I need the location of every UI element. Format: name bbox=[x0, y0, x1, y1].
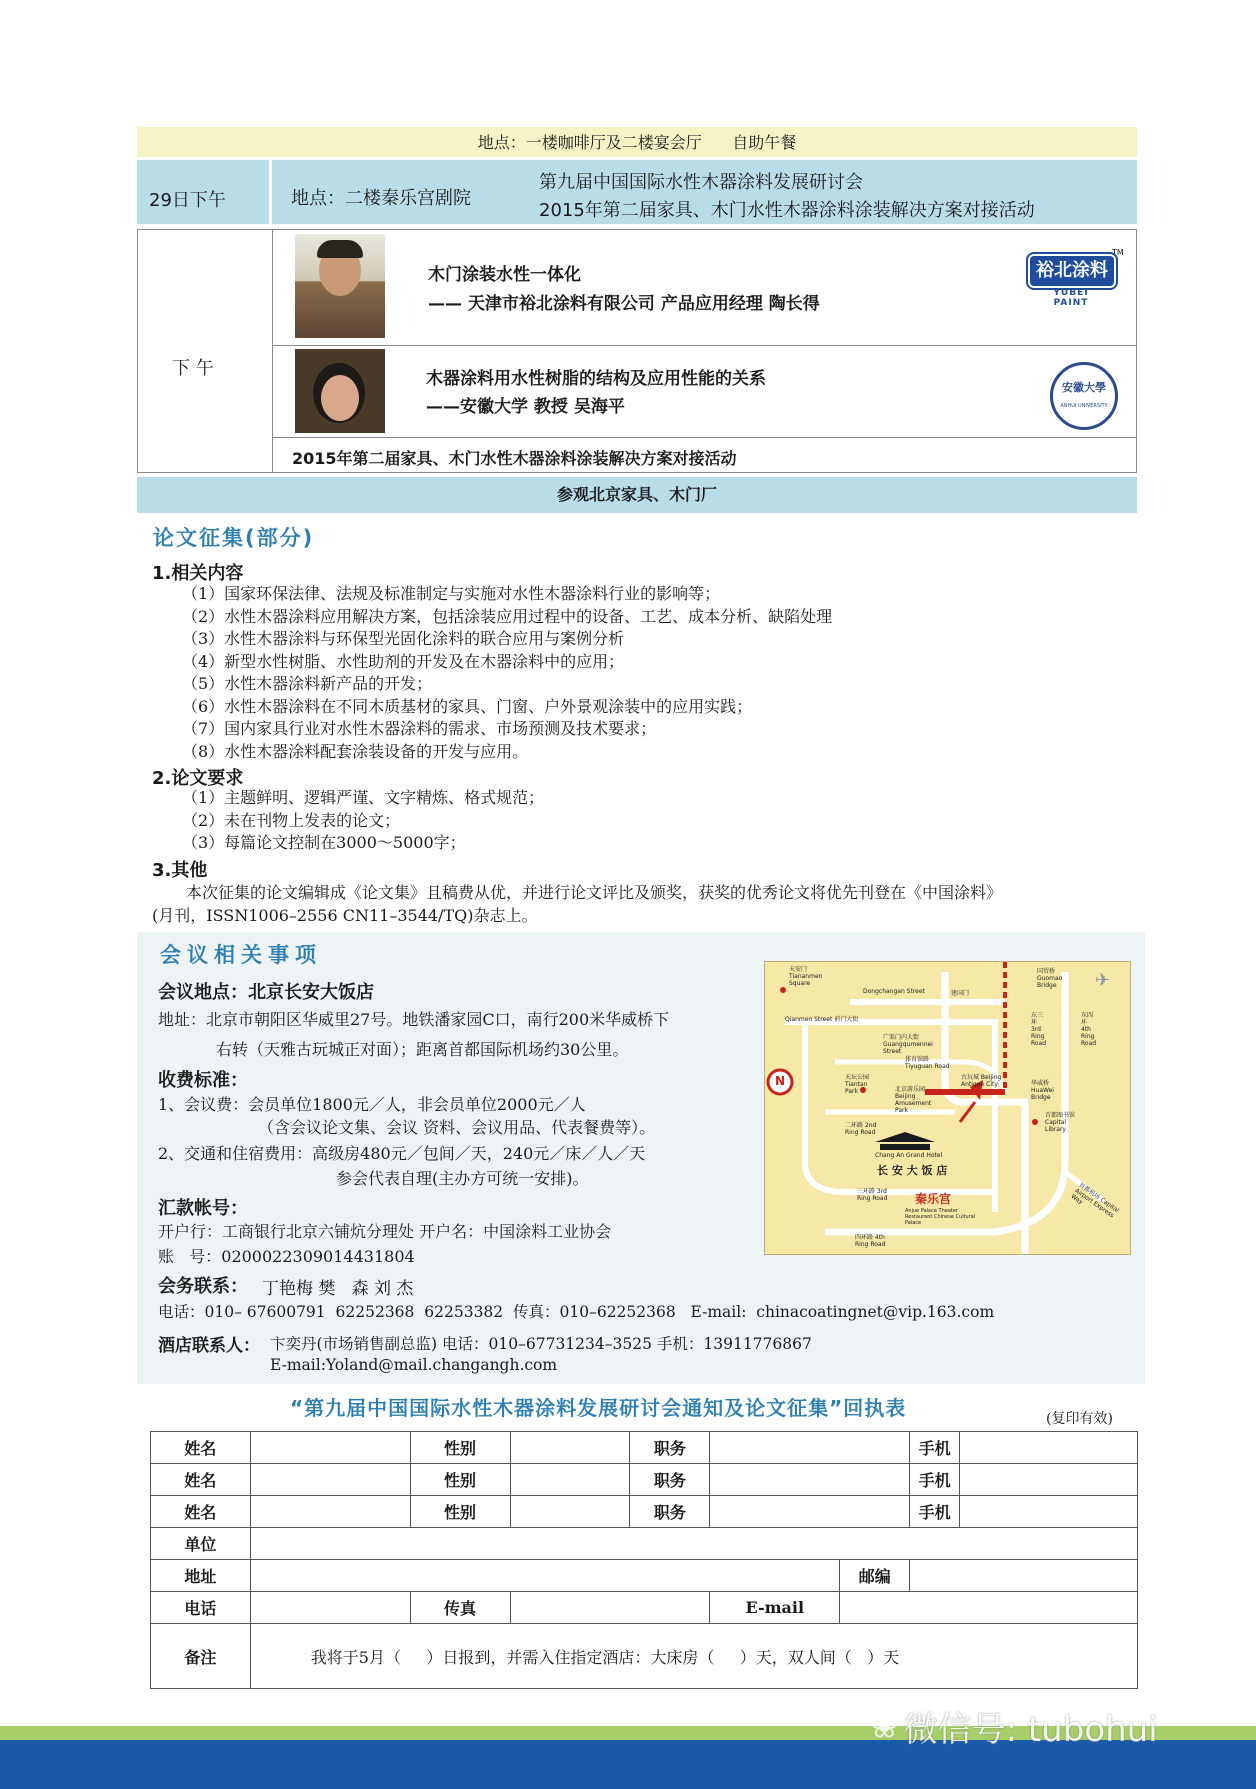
speaker-photo-1 bbox=[295, 234, 385, 338]
fax-label: 传真 bbox=[410, 1592, 510, 1624]
map-airport: 首都机场 Capital Airport Express Way bbox=[1069, 1181, 1121, 1220]
remark-text: 我将于5月（ ）日报到，并需入住指定酒店：大床房（ ）天，双人间（ ）天 bbox=[310, 1647, 900, 1667]
mobile-label: 手机 bbox=[910, 1496, 960, 1528]
bank-title: 汇款帐号： bbox=[158, 1198, 248, 1219]
map-restaurant-en: Anjue Palace Theater Restaurant Chinese Cultural Palace bbox=[905, 1208, 976, 1226]
name-field[interactable] bbox=[250, 1496, 410, 1528]
yubei-logo-tm: TM bbox=[1112, 248, 1124, 257]
map-huawei: 华威桥 HuaWei Bridge bbox=[1031, 1080, 1054, 1101]
form-title: “第九届中国国际水性木器涂料发展研讨会通知及论文征集”回执表 bbox=[290, 1396, 907, 1420]
form-row bbox=[151, 1464, 1138, 1496]
hotel-label: 酒店联系人： bbox=[158, 1336, 260, 1356]
yubei-logo bbox=[1028, 248, 1124, 316]
map-amusement: 北京游乐园 Beijing Amusement Park bbox=[895, 1086, 932, 1114]
gender-field[interactable] bbox=[510, 1464, 630, 1496]
remark-label: 备注 bbox=[151, 1624, 251, 1689]
papers-s3-title: 3.其他 bbox=[152, 860, 208, 881]
header-divider bbox=[269, 160, 272, 224]
position-field[interactable] bbox=[710, 1464, 910, 1496]
period-label: 下 午 bbox=[172, 358, 214, 379]
map-ring2: 二环路 2nd Ring Road bbox=[845, 1122, 877, 1136]
form-row bbox=[151, 1624, 1138, 1689]
speaker-photo-2 bbox=[295, 349, 385, 433]
talk-divider bbox=[272, 345, 1136, 346]
map-restaurant-cn: 秦乐宫 bbox=[915, 1192, 952, 1206]
name-field[interactable] bbox=[250, 1432, 410, 1464]
hotel-email: E-mail:Yoland@mail.changangh.com bbox=[270, 1356, 558, 1374]
position-label: 职务 bbox=[630, 1432, 710, 1464]
papers-s1-item: （3）水性木器涂料与环保型光固化涂料的联合应用与案例分析 bbox=[182, 629, 625, 648]
mobile-label: 手机 bbox=[910, 1432, 960, 1464]
map-library: 首都图书馆 Capital Library bbox=[1045, 1112, 1076, 1133]
email-field[interactable] bbox=[840, 1592, 1138, 1624]
postcode-label: 邮编 bbox=[840, 1560, 910, 1592]
map-ring3: 三环路 3rd Ring Road bbox=[857, 1188, 888, 1202]
afternoon-title2: 2015年第二届家具、木门水性木器涂料涂装解决方案对接活动 bbox=[539, 200, 1035, 221]
gender-field[interactable] bbox=[510, 1496, 630, 1528]
position-label: 职务 bbox=[630, 1496, 710, 1528]
map-north-icon: N bbox=[775, 1074, 786, 1088]
afternoon-title1: 第九届中国国际水性木器涂料发展研讨会 bbox=[539, 172, 863, 193]
phone-field[interactable] bbox=[250, 1592, 410, 1624]
unit-field[interactable] bbox=[250, 1528, 1137, 1560]
papers-s1-item: （2）水性木器涂料应用解决方案，包括涂装应用过程中的设备、工艺、成本分析、缺陷处理 bbox=[182, 606, 833, 626]
phone-label: 电话 bbox=[151, 1592, 251, 1624]
location-map bbox=[764, 961, 1131, 1255]
form-note: (复印有效) bbox=[1046, 1411, 1113, 1427]
papers-s2-list bbox=[182, 787, 544, 855]
papers-s2-item: （3）每篇论文控制在3000～5000字； bbox=[182, 833, 466, 852]
papers-s1-item: （4）新型水性树脂、水性助剂的开发及在木器涂料中的应用； bbox=[182, 651, 625, 671]
wechat-watermark bbox=[870, 1702, 1158, 1752]
name-field[interactable] bbox=[250, 1464, 410, 1496]
anhui-seal-sub: ANHUI UNIVERSITY bbox=[1060, 403, 1108, 409]
fax-field[interactable] bbox=[510, 1592, 710, 1624]
talk-2-topic: 木器涂料用水性树脂的结构及应用性能的关系 bbox=[426, 369, 766, 389]
contact-label: 会务联系： bbox=[158, 1276, 248, 1297]
papers-s1-list bbox=[182, 583, 832, 763]
name-label: 姓名 bbox=[151, 1432, 251, 1464]
watermark-text: 微信号: tubohui bbox=[903, 1710, 1158, 1750]
fee2: 2、交通和住宿费用：高级房480元／包间／天，240元／床／人／天 bbox=[158, 1144, 646, 1163]
gender-label: 性别 bbox=[410, 1464, 510, 1496]
papers-s1-item: （5）水性木器涂料新产品的开发； bbox=[182, 674, 433, 693]
papers-s2-item: （1）主题鲜明、逻辑严谨、文字精炼、格式规范； bbox=[182, 788, 545, 807]
meeting-address2: 右转（天雅古玩城正对面）；距离首都国际机场约30公里。 bbox=[216, 1040, 629, 1059]
position-field[interactable] bbox=[710, 1432, 910, 1464]
papers-s2-title: 2.论文要求 bbox=[152, 768, 244, 789]
papers-s1-item: （6）水性木器涂料在不同木质基材的家具、门窗、户外景观涂装中的应用实践； bbox=[182, 696, 753, 716]
map-guangqumen: 广渠门内大街 Guangqumennei Street bbox=[883, 1034, 933, 1055]
form-row bbox=[151, 1528, 1138, 1560]
registration-form bbox=[150, 1431, 1138, 1689]
fee2b: 参会代表自理(主办方可统一安排)。 bbox=[336, 1169, 589, 1188]
yubei-logo-sub: YUBEI PAINT bbox=[1053, 288, 1089, 308]
address-field[interactable] bbox=[250, 1560, 839, 1592]
map-tiananmen: 天安门 Tiananmen Square bbox=[789, 966, 823, 987]
unit-label: 单位 bbox=[151, 1528, 251, 1560]
fee-title: 收费标准： bbox=[158, 1070, 248, 1091]
map-hotel-cn: 长 安 大 饭 店 bbox=[877, 1164, 948, 1177]
gender-label: 性别 bbox=[410, 1496, 510, 1528]
anhui-seal-text: 安徽大學 bbox=[1062, 381, 1106, 394]
name-label: 姓名 bbox=[151, 1464, 251, 1496]
bank2: 账 号：0200022309014431804 bbox=[158, 1247, 415, 1266]
visit-bar-text: 参观北京家具、木门厂 bbox=[556, 485, 717, 504]
remark-field[interactable] bbox=[250, 1624, 1137, 1689]
talk-2-speaker: ——安徽大学 教授 吴海平 bbox=[426, 397, 625, 417]
postcode-field[interactable] bbox=[910, 1560, 1138, 1592]
mobile-label: 手机 bbox=[910, 1464, 960, 1496]
wechat-icon: ❀ bbox=[870, 1706, 899, 1747]
talk-1-speaker: —— 天津市裕北涂料有限公司 产品应用经理 陶长得 bbox=[428, 294, 820, 314]
contact-names: 丁艳梅 樊 森 刘 杰 bbox=[262, 1279, 414, 1299]
mobile-field[interactable] bbox=[960, 1432, 1138, 1464]
map-antique: 古玩城 Beijing Antique City bbox=[961, 1074, 1002, 1088]
papers-s1-title: 1.相关内容 bbox=[152, 563, 244, 584]
meeting-venue: 会议地点：北京长安大饭店 bbox=[158, 982, 374, 1003]
afternoon-venue: 地点：二楼秦乐宫剧院 bbox=[291, 188, 471, 209]
papers-s1-item: （7）国内家具行业对水性木器涂料的需求、市场预测及技术要求； bbox=[182, 719, 657, 738]
name-label: 姓名 bbox=[151, 1496, 251, 1528]
yubei-logo-text: 裕北涂料 bbox=[1028, 254, 1116, 288]
airplane-icon: ✈ bbox=[1095, 970, 1111, 991]
lunch-bar-text: 地点：一楼咖啡厅及二楼宴会厅 自助午餐 bbox=[477, 133, 797, 152]
bank1: 开户行：工商银行北京六铺炕分理处 开户名：中国涂料工业协会 bbox=[158, 1222, 612, 1241]
form-row bbox=[151, 1560, 1138, 1592]
contact-phones: 电话：010– 67600791 62252368 62253382 传真：010–62252368 E-mail: chinacoatingnet@vip.163.com bbox=[158, 1303, 995, 1321]
afternoon-header bbox=[137, 160, 1137, 224]
mobile-field[interactable] bbox=[960, 1464, 1138, 1496]
map-ring3e: 东三环 3rd Ring Road bbox=[1031, 1012, 1047, 1047]
position-field[interactable] bbox=[710, 1496, 910, 1528]
hotel-line: 卞奕丹(市场销售副总监) 电话：010–67731234–3525 手机：13911776867 bbox=[270, 1335, 812, 1353]
email-label: E-mail bbox=[710, 1592, 840, 1624]
lunch-bar bbox=[137, 127, 1137, 157]
gender-label: 性别 bbox=[410, 1432, 510, 1464]
map-ring4: 四环路 4th Ring Road bbox=[855, 1234, 886, 1248]
talk-1-topic: 木门涂装水性一体化 bbox=[428, 265, 581, 285]
fee1b: （含会议论文集、会议 资料、会议用品、代表餐费等）。 bbox=[258, 1118, 656, 1137]
afternoon-block bbox=[137, 229, 1137, 473]
papers-s2-item: （2）未在刊物上发表的论文； bbox=[182, 810, 401, 830]
papers-s1-item: （1）国家环保法律、法规及标准制定与实施对水性木器涂料行业的影响等； bbox=[182, 584, 721, 603]
anhui-university-seal bbox=[1050, 362, 1118, 430]
form-row bbox=[151, 1592, 1138, 1624]
meeting-address1: 地址：北京市朝阳区华威里27号。地铁潘家园C口，南行200米华威桥下 bbox=[158, 1010, 670, 1029]
map-hotel-en: Chang An Grand Hotel bbox=[875, 1152, 943, 1159]
talk-divider-2 bbox=[272, 437, 1136, 438]
meeting-title: 会议相关事项 bbox=[160, 943, 322, 967]
gender-field[interactable] bbox=[510, 1432, 630, 1464]
map-dongchangan: Dongchangan Street bbox=[863, 988, 925, 995]
position-label: 职务 bbox=[630, 1464, 710, 1496]
papers-s3-line1: 本次征集的论文编辑成《论文集》且稿费从优，并进行论文评比及颁奖，获奖的优秀论文将优先刊登在《中国涂料》 bbox=[186, 883, 1003, 902]
address-label: 地址 bbox=[151, 1560, 251, 1592]
papers-s1-item: （8）水性木器涂料配套涂装设备的开发与应用。 bbox=[182, 741, 529, 761]
fee1: 1、会议费：会员单位1800元／人，非会员单位2000元／人 bbox=[158, 1095, 586, 1114]
map-tiyuguan: 体育馆路 Tiyuguan Road bbox=[905, 1056, 950, 1070]
matchmaking-text: 2015年第二届家具、木门水性木器涂料涂装解决方案对接活动 bbox=[292, 449, 737, 468]
map-tiantan: 天坛公园 Tiantan Park bbox=[845, 1074, 870, 1095]
mobile-field[interactable] bbox=[960, 1496, 1138, 1528]
papers-title: 论文征集(部分) bbox=[153, 526, 315, 550]
period-divider bbox=[272, 230, 273, 472]
map-qianmen: Qianmen Street 前门大街 bbox=[785, 1016, 859, 1023]
afternoon-date: 29日下午 bbox=[149, 190, 226, 211]
papers-s3-line2: (月刊，ISSN1006–2556 CN11–3544/TQ)杂志上。 bbox=[152, 906, 538, 925]
map-jianguomen: 建国门 bbox=[951, 990, 970, 997]
form-row bbox=[151, 1496, 1138, 1528]
map-guomao: 国贸桥 Guomao Bridge bbox=[1037, 968, 1063, 989]
map-ring4e: 东四环 4th Ring Road bbox=[1081, 1012, 1097, 1047]
visit-bar bbox=[137, 477, 1137, 513]
form-row bbox=[151, 1432, 1138, 1464]
